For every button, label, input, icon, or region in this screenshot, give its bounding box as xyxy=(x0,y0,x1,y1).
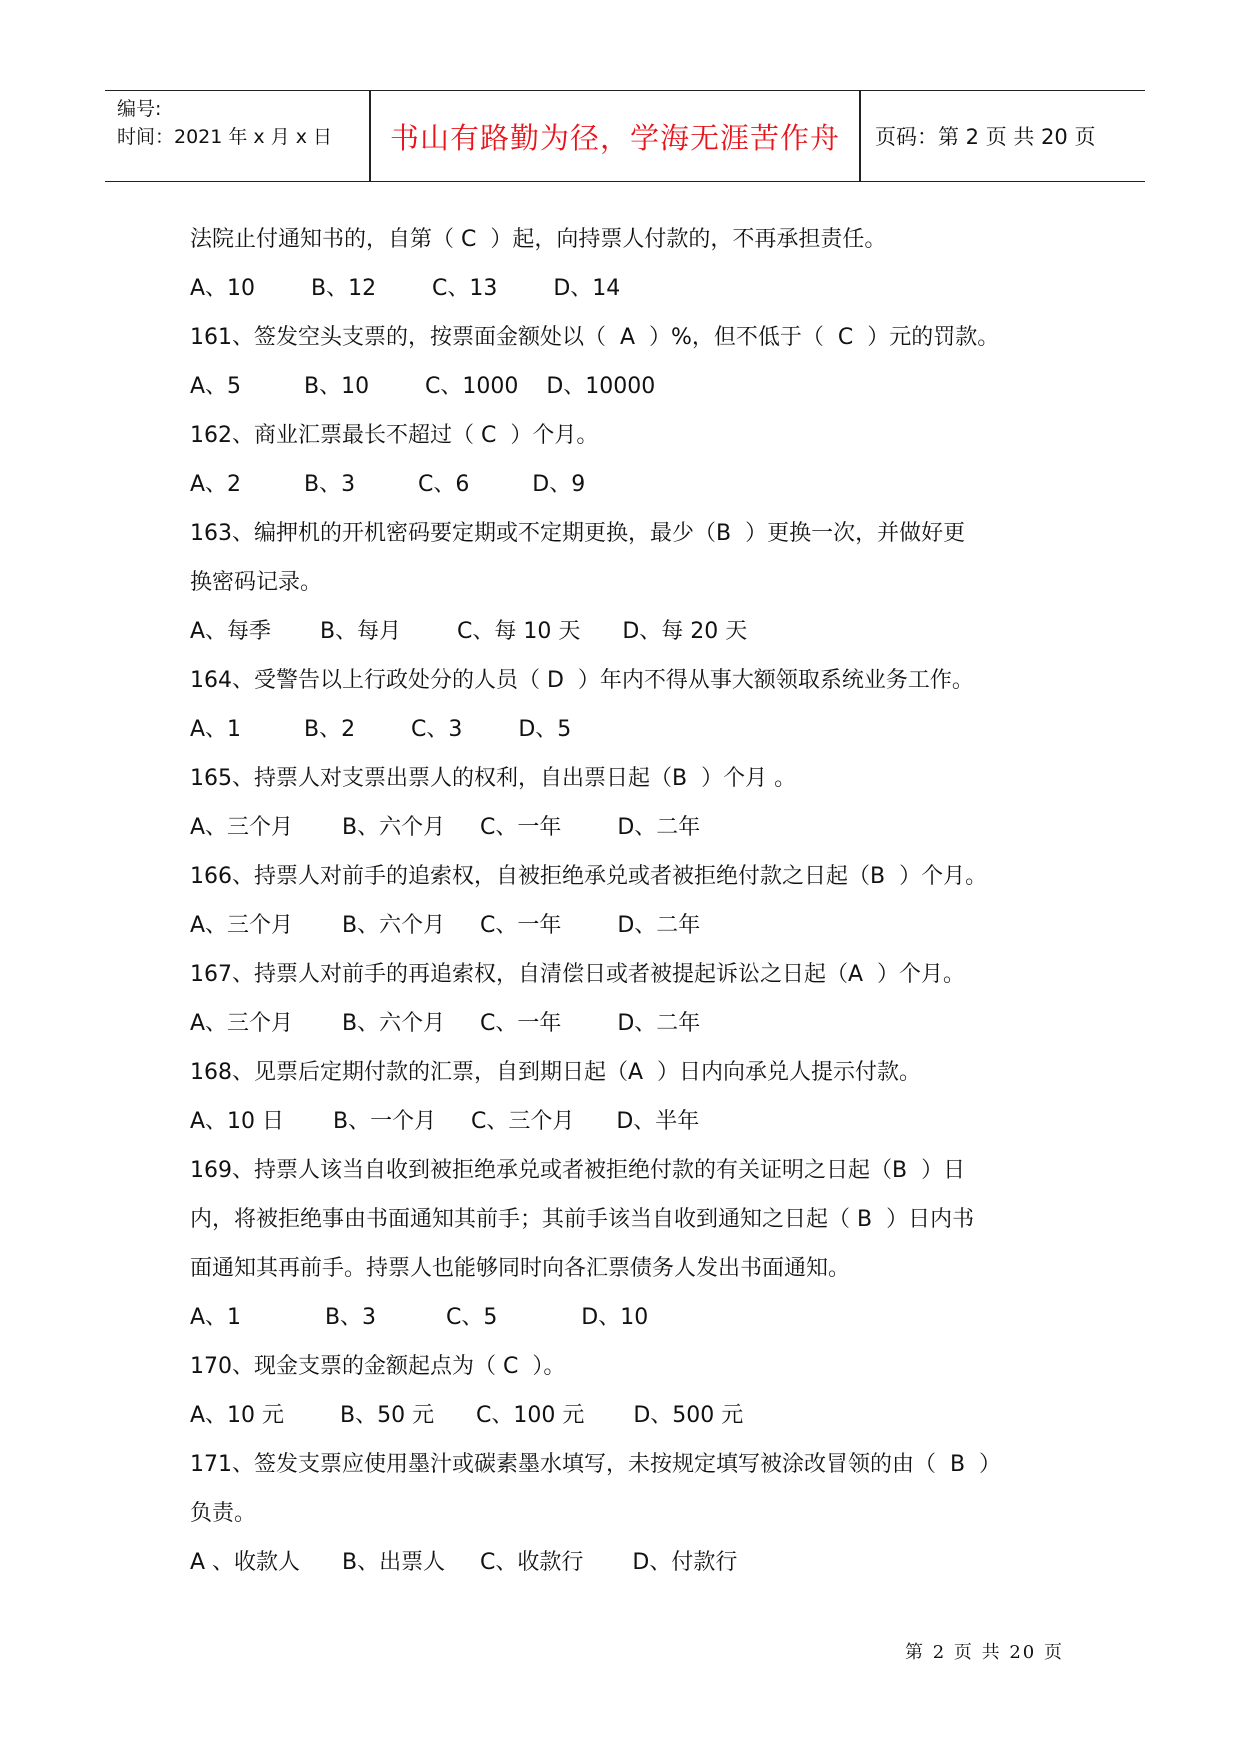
text-line: 170、现金支票的金额起点为（ C ）。 xyxy=(190,1354,566,1379)
time-label: 时间：2021 年 x 月 x 日 xyxy=(117,126,333,148)
text-line: 164、受警告以上行政处分的人员（ D ）年内不得从事大额领取系统业务工作。 xyxy=(190,668,974,693)
text-line: 换密码记录。 xyxy=(190,570,323,595)
text-line: 161、签发空头支票的，按票面金额处以（ A ）%，但不低于（ C ）元的罚款。 xyxy=(190,325,1000,350)
text-line: 167、持票人对前手的再追索权，自清偿日或者被提起诉讼之日起（A ）个月。 xyxy=(190,962,966,987)
text-line: 165、持票人对支票出票人的权利，自出票日起（B ）个月 。 xyxy=(190,766,797,791)
text-line: 169、持票人该当自收到被拒绝承兑或者被拒绝付款的有关证明之日起（B ）日 xyxy=(190,1158,966,1183)
page-footer: 第 2 页 共 20 页 xyxy=(905,1642,1064,1663)
text-line: A、2 B、3 C、6 D、9 xyxy=(190,472,586,497)
page-header xyxy=(105,90,1145,182)
serial-label: 编号: xyxy=(117,98,162,120)
text-line: 168、见票后定期付款的汇票，自到期日起（A ）日内向承兑人提示付款。 xyxy=(190,1060,922,1085)
header-motto: 书山有路勤为径，学海无涯苦作舟 xyxy=(389,120,840,155)
text-line: A 、收款人 B、出票人 C、收款行 D、付款行 xyxy=(190,1550,738,1575)
text-line: 法院止付通知书的，自第（ C ）起，向持票人付款的，不再承担责任。 xyxy=(190,227,887,252)
text-line: A、三个月 B、六个月 C、一年 D、二年 xyxy=(190,815,701,840)
text-line: A、10 元 B、50 元 C、100 元 D、500 元 xyxy=(190,1403,744,1428)
text-line: 面通知其再前手。持票人也能够同时向各汇票债务人发出书面通知。 xyxy=(190,1256,851,1281)
text-line: A、三个月 B、六个月 C、一年 D、二年 xyxy=(190,913,701,938)
text-line: 171、签发支票应使用墨汁或碳素墨水填写，未按规定填写被涂改冒领的由（ B ） xyxy=(190,1452,1002,1477)
document-body xyxy=(190,215,1080,1587)
text-line: 负责。 xyxy=(190,1501,257,1526)
header-meta xyxy=(117,95,367,151)
header-page-number: 页码：第 2 页 共 20 页 xyxy=(875,125,1096,149)
header-divider-right xyxy=(859,91,861,181)
text-line: A、10 日 B、一个月 C、三个月 D、半年 xyxy=(190,1109,700,1134)
text-line: A、三个月 B、六个月 C、一年 D、二年 xyxy=(190,1011,701,1036)
text-line: 166、持票人对前手的追索权，自被拒绝承兑或者被拒绝付款之日起（B ）个月。 xyxy=(190,864,988,889)
text-line: A、5 B、10 C、1000 D、10000 xyxy=(190,374,656,399)
text-line: 162、商业汇票最长不超过（ C ）个月。 xyxy=(190,423,599,448)
text-line: 内，将被拒绝事由书面通知其前手；其前手该当自收到通知之日起（ B ）日内书 xyxy=(190,1207,975,1232)
text-line: A、10 B、12 C、13 D、14 xyxy=(190,276,621,301)
text-line: A、每季 B、每月 C、每 10 天 D、每 20 天 xyxy=(190,619,748,644)
text-line: A、1 B、2 C、3 D、5 xyxy=(190,717,572,742)
text-line: A、1 B、3 C、5 D、10 xyxy=(190,1305,649,1330)
text-line: 163、编押机的开机密码要定期或不定期更换，最少（B ）更换一次，并做好更 xyxy=(190,521,966,546)
